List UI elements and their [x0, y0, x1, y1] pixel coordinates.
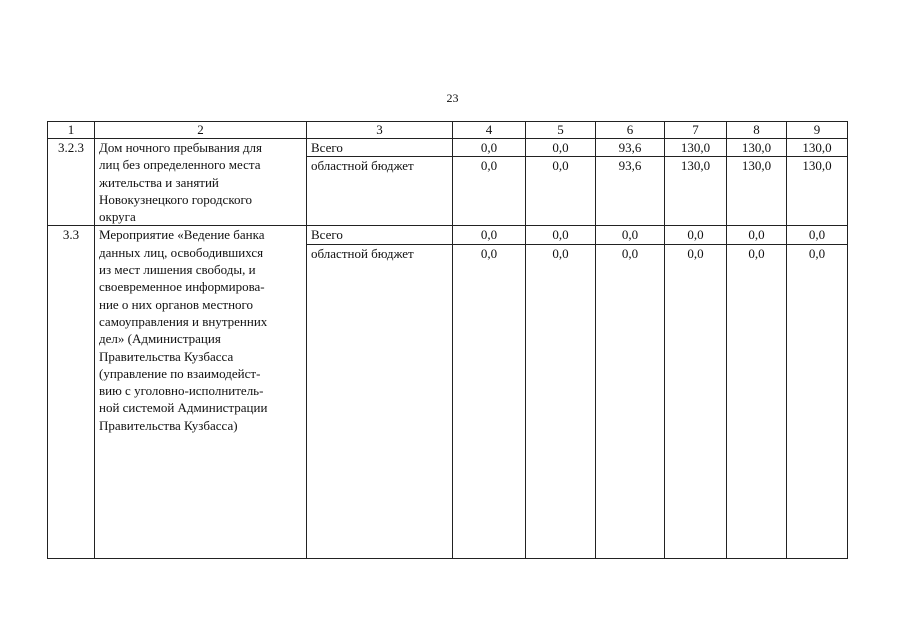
value-cell — [596, 226, 665, 559]
column-header: 8 — [727, 122, 787, 139]
value-regional: 130,0 — [665, 156, 726, 174]
row-name-line: жительства и занятий — [99, 174, 219, 190]
row-name-line: своевременное информирова- — [99, 279, 265, 295]
row-name-line: округа — [99, 209, 136, 225]
source-total: Всего — [311, 140, 343, 155]
funding-sources — [307, 226, 453, 559]
value-total: 93,6 — [618, 140, 642, 155]
source-regional-budget: областной бюджет — [307, 156, 452, 174]
row-name-line: Правительства Кузбасса — [99, 348, 234, 364]
value-regional: 0,0 — [596, 244, 664, 262]
value-regional: 0,0 — [787, 244, 847, 262]
value-cell — [453, 139, 526, 226]
table-row — [48, 226, 848, 559]
row-name-line: Мероприятие «Ведение банка — [99, 227, 265, 243]
row-name-line: ной системой Администрации — [99, 400, 268, 416]
value-total: 0,0 — [552, 227, 569, 243]
value-total: 0,0 — [480, 140, 498, 155]
value-cell — [727, 139, 787, 226]
value-cell — [665, 226, 727, 559]
value-total: 0,0 — [687, 227, 704, 243]
value-cell — [727, 226, 787, 559]
value-regional: 130,0 — [727, 156, 786, 174]
column-header: 3 — [307, 122, 453, 139]
value-cell — [787, 139, 848, 226]
funding-sources — [307, 139, 453, 226]
value-regional: 0,0 — [453, 156, 525, 174]
row-name-line: Дом ночного пребывания для — [99, 140, 263, 155]
value-regional: 93,6 — [596, 156, 664, 174]
value-total: 0,0 — [748, 227, 765, 243]
row-name — [95, 226, 307, 559]
row-number: 3.3 — [48, 226, 95, 559]
value-regional: 0,0 — [453, 244, 525, 262]
value-regional: 0,0 — [526, 244, 595, 262]
column-header: 9 — [787, 122, 848, 139]
value-total: 0,0 — [808, 227, 826, 243]
value-cell — [526, 226, 596, 559]
row-name-line: Новокузнецкого городского — [99, 191, 252, 207]
row-name-line: из мест лишения свободы, и — [99, 262, 256, 278]
row-number: 3.2.3 — [48, 139, 95, 226]
column-header: 2 — [95, 122, 307, 139]
value-total: 130,0 — [680, 140, 711, 155]
row-name-line: дел» (Администрация — [99, 331, 221, 347]
value-regional: 130,0 — [787, 156, 847, 174]
value-total: 130,0 — [741, 140, 772, 155]
column-header: 6 — [596, 122, 665, 139]
value-cell — [526, 139, 596, 226]
table-header-row — [48, 122, 848, 139]
value-regional: 0,0 — [526, 156, 595, 174]
row-name-line: лиц без определенного места — [99, 157, 261, 173]
value-cell — [596, 139, 665, 226]
row-name-line: ние о них органов местного — [99, 296, 254, 312]
value-regional: 0,0 — [665, 244, 726, 262]
source-total: Всего — [311, 227, 343, 243]
row-name-line: данных лиц, освободившихся — [99, 244, 264, 260]
table-row — [48, 139, 848, 226]
value-cell — [787, 226, 848, 559]
column-header: 5 — [526, 122, 596, 139]
value-total: 0,0 — [621, 227, 639, 243]
value-total: 130,0 — [802, 140, 832, 155]
budget-table — [47, 121, 848, 559]
row-name-line: Правительства Кузбасса) — [99, 417, 238, 433]
value-cell — [453, 226, 526, 559]
source-regional-budget: областной бюджет — [307, 244, 452, 262]
page-number: 23 — [446, 91, 459, 105]
value-total: 0,0 — [552, 140, 569, 155]
column-header: 7 — [665, 122, 727, 139]
value-regional: 0,0 — [727, 244, 786, 262]
column-header: 1 — [48, 122, 95, 139]
row-name-line: самоуправления и внутренних — [99, 313, 268, 329]
column-header: 4 — [453, 122, 526, 139]
value-cell — [665, 139, 727, 226]
row-name-line: вию с уголовно-исполнитель- — [99, 383, 264, 399]
value-total: 0,0 — [480, 227, 498, 243]
row-name — [95, 139, 307, 226]
row-name-line: (управление по взаимодейст- — [99, 365, 261, 381]
